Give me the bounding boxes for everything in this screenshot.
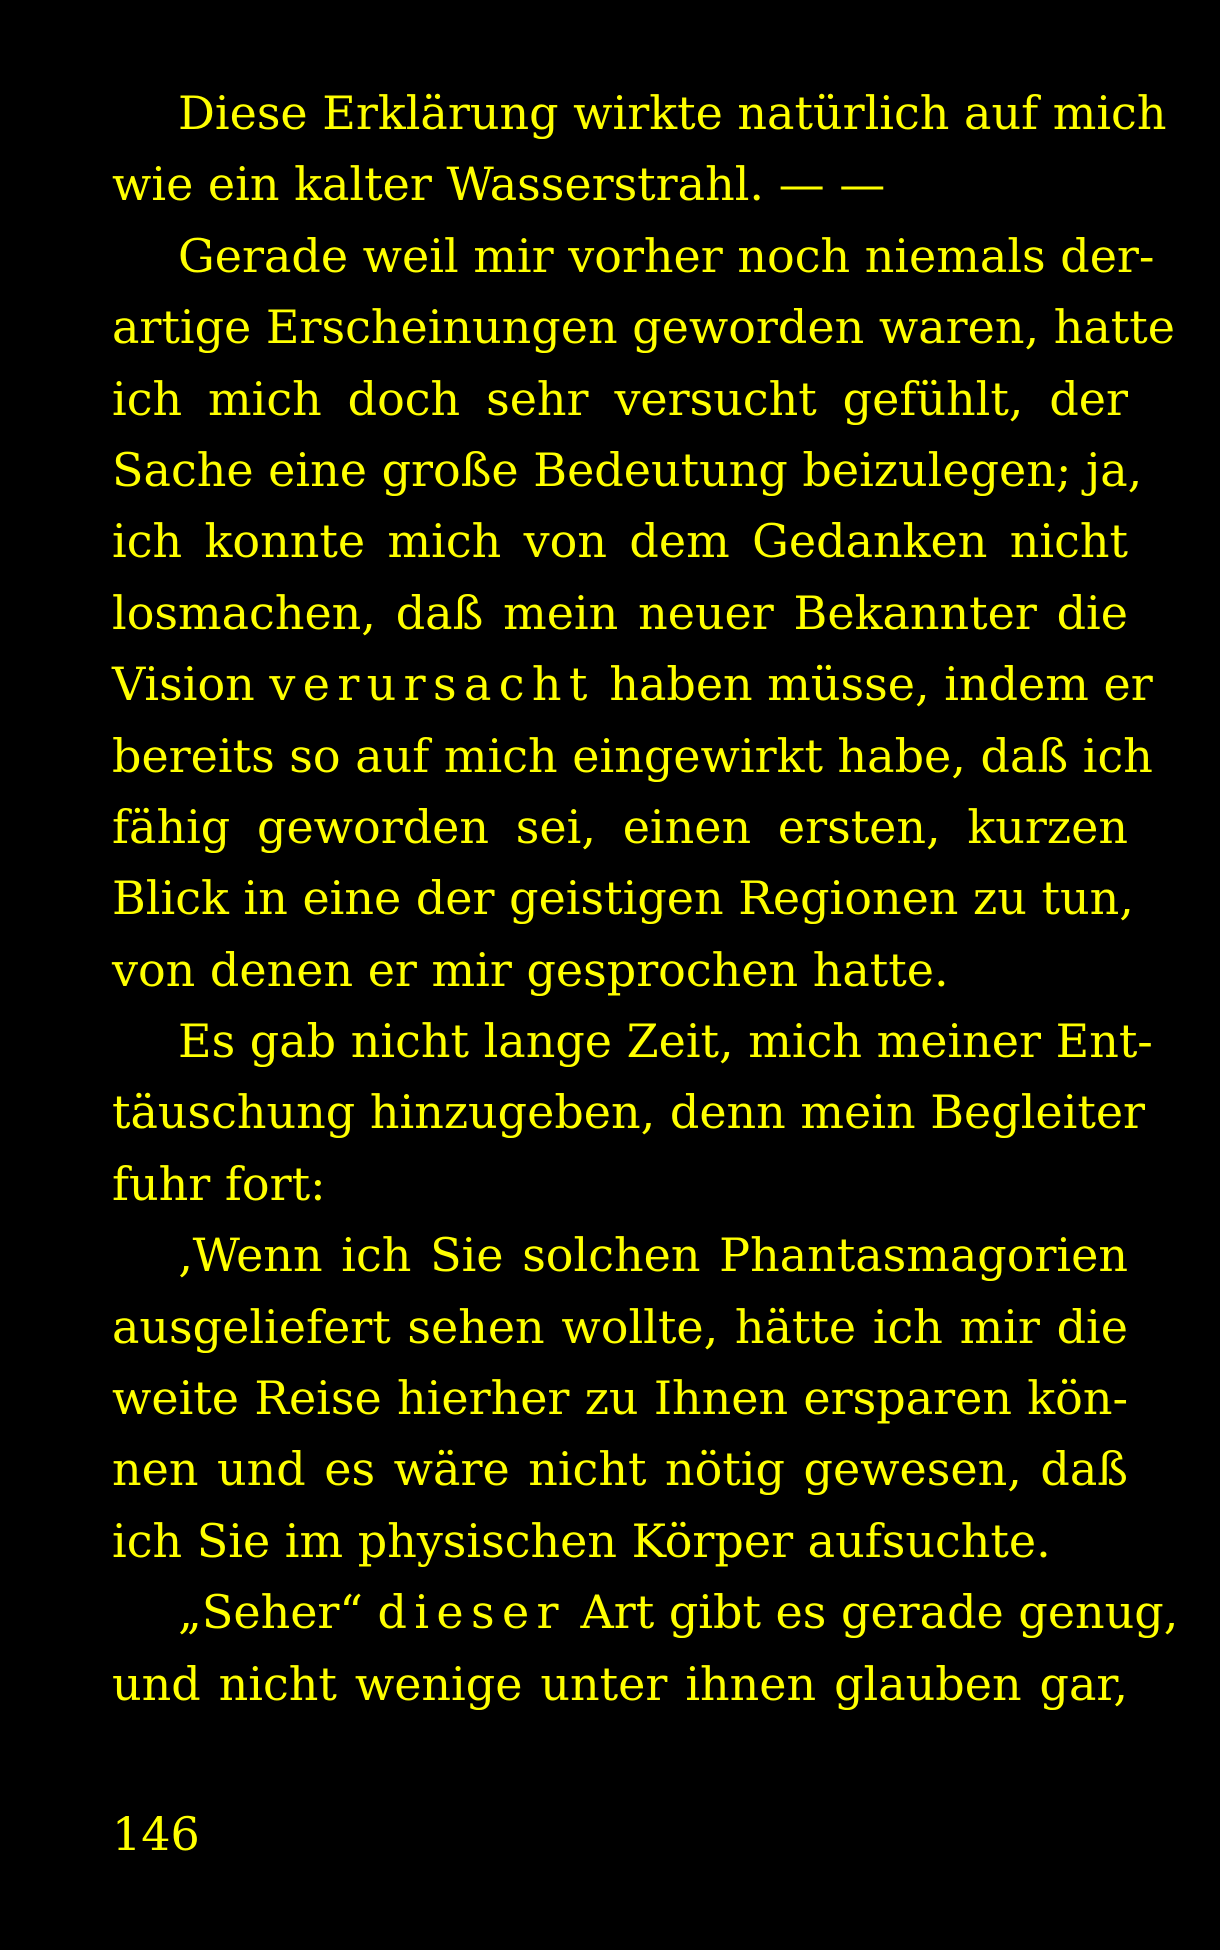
text-segment: ausgeliefert sehen wollte, hätte ich mir die xyxy=(112,1299,1128,1354)
text-segment: losmachen, daß mein neuer Bekannter die xyxy=(112,585,1128,640)
text-segment: ich mich doch sehr versucht gefühlt, der xyxy=(112,371,1128,426)
text-segment: bereits so auf mich eingewirkt habe, daß ich xyxy=(112,728,1153,783)
page-number: 146 xyxy=(112,1807,200,1861)
text-segment: von denen er mir gesprochen hatte. xyxy=(112,942,949,997)
text-line xyxy=(112,1006,1153,1077)
text-line xyxy=(112,1220,1128,1291)
text-segment: ‚Wenn ich Sie solchen Phantasmagorien xyxy=(178,1228,1128,1283)
text-line xyxy=(112,435,1143,506)
text-line xyxy=(112,863,1134,934)
text-segment: fuhr fort: xyxy=(112,1156,326,1211)
emphasized-word: dieser xyxy=(377,1585,566,1640)
text-line xyxy=(112,649,1153,720)
text-line xyxy=(112,506,1128,577)
text-line xyxy=(112,1077,1146,1148)
text-line xyxy=(112,1649,1128,1720)
text-segment: weite Reise hierher zu Ihnen ersparen kön- xyxy=(112,1371,1128,1426)
text-segment: Vision xyxy=(112,657,270,712)
text-line xyxy=(112,221,1155,292)
text-segment: täuschung hinzugeben, denn mein Begleiter xyxy=(112,1085,1146,1140)
text-segment: haben müsse, indem er xyxy=(594,657,1153,712)
text-segment: wie ein kalter Wasserstrahl. — — xyxy=(112,157,886,212)
text-segment: Blick in eine der geistigen Regionen zu tun, xyxy=(112,871,1134,926)
text-line xyxy=(112,364,1128,435)
text-line xyxy=(112,292,1175,363)
text-segment: fähig geworden sei, einen ersten, kurzen xyxy=(112,799,1128,854)
text-line xyxy=(112,1434,1128,1505)
text-segment: nen und es wäre nicht nötig gewesen, daß xyxy=(112,1442,1128,1497)
text-segment: artige Erscheinungen geworden waren, hatte xyxy=(112,300,1175,355)
body-text xyxy=(112,78,1179,1720)
text-segment: Es gab nicht lange Zeit, mich meiner Ent- xyxy=(178,1014,1153,1069)
text-line xyxy=(112,1149,1128,1220)
emphasized-word: verursacht xyxy=(269,657,595,712)
text-line xyxy=(112,935,1128,1006)
text-segment: Art gibt es gerade genug, xyxy=(565,1585,1179,1640)
text-line xyxy=(112,1506,1128,1577)
text-line xyxy=(112,1363,1128,1434)
text-segment: ich konnte mich von dem Gedanken nicht xyxy=(112,514,1128,569)
text-segment: Sache eine große Bedeutung beizulegen; ja, xyxy=(112,442,1143,497)
text-segment: ich Sie im physischen Körper aufsuchte. xyxy=(112,1513,1051,1568)
text-line xyxy=(112,149,1128,220)
text-line xyxy=(112,721,1153,792)
text-line xyxy=(112,1292,1128,1363)
text-segment: Diese Erklärung wirkte natürlich auf mich xyxy=(178,86,1167,140)
text-line xyxy=(112,578,1128,649)
text-line xyxy=(112,792,1128,863)
text-segment: „Seher“ xyxy=(178,1585,378,1640)
text-segment: Gerade weil mir vorher noch niemals der- xyxy=(178,228,1155,283)
text-line xyxy=(112,1577,1179,1648)
text-line xyxy=(112,78,1167,149)
text-segment: und nicht wenige unter ihnen glauben gar, xyxy=(112,1656,1128,1711)
